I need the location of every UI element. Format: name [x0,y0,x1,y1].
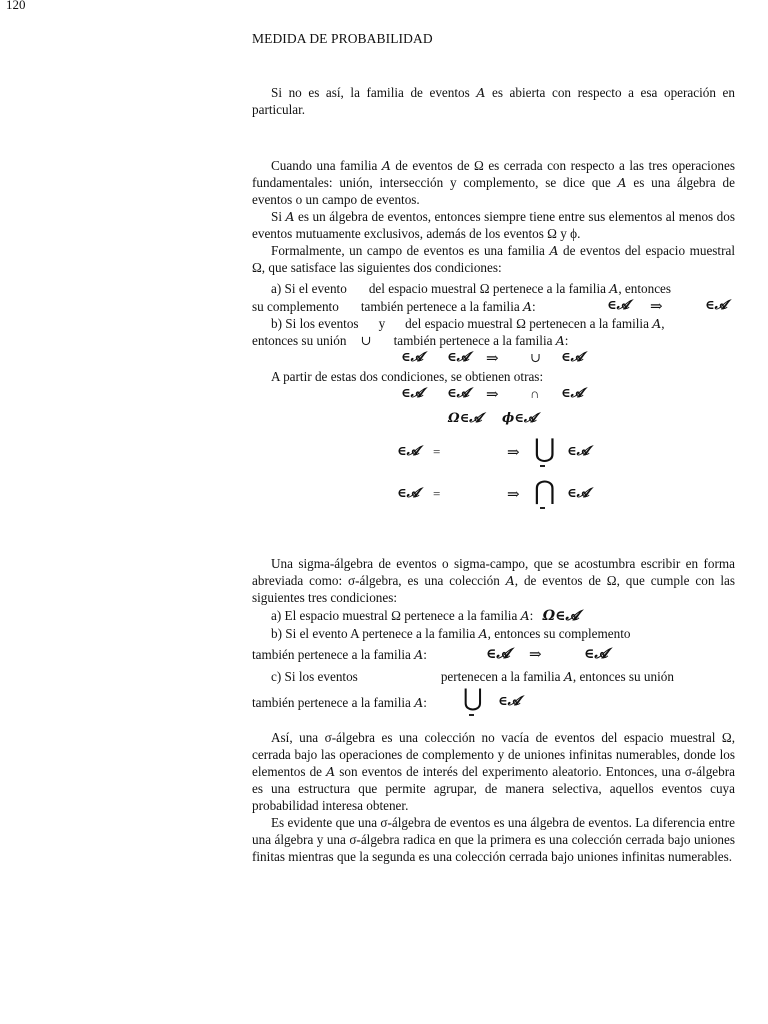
sigma-condition-c-line-2 [252,694,735,711]
text: de eventos de Ω es cerrada con respecto a las tres operaciones fundamentales: unión, intersección y complemento, se dice que [252,158,735,190]
paragraph-2 [252,157,735,208]
implies-symbol: ⇒ [507,445,520,461]
text: a) El espacio muestral Ω pertenece a la familia [271,608,521,623]
text: a) Si el evento [271,281,347,296]
family-symbol: A [555,333,565,348]
big-intersection-symbol: ⋂ [534,476,556,505]
text: Si [271,209,286,224]
paragraph-8: Es evidente que una σ-álgebra de eventos es una álgebra de eventos. La diferencia entre una álgebra y una σ-álgebra radica en que la primera es una colección cerrada bajo uniones finitas mientras que la segunda es una colección cerrada bajo uniones infinitas numerables. [252,815,735,864]
subscript-mark [469,714,474,716]
element-of-family-symbol: ∈𝓐 [401,350,424,365]
text: Así, una σ-álgebra es una colección no vacía de eventos del espacio muestral Ω, cerrada bajo las operaciones de complemento y de uniones infinitas numerables, donde los elementos de [252,730,735,779]
union-symbol: ∪ [360,333,372,348]
element-of-family-symbol: ∈𝓐 [486,646,510,662]
intersection-symbol: ∩ [530,386,540,401]
element-of-family-symbol: ∈𝓐 [584,646,608,662]
text: , entonces su complemento [487,626,631,641]
text: Si no es así, la familia de eventos [271,85,477,100]
union-symbol: ∪ [530,350,541,365]
text: c) Si los eventos [271,669,358,684]
element-of-family-symbol: ∈𝓐 [397,444,420,459]
text: del espacio muestral Ω pertenece a la familia [368,281,610,296]
page-number: 120 [6,0,26,12]
family-symbol: A [476,85,486,100]
text: y [378,316,386,331]
element-of-family-symbol: ∈𝓐 [607,298,630,313]
family-symbol: A [326,764,336,779]
family-symbol: A [414,647,424,662]
text: , entonces [618,281,672,296]
text: Formalmente, un campo de eventos es una familia [271,243,550,258]
text: su complemento [252,299,339,314]
big-union-symbol: ⋃ [534,434,556,463]
text: : [423,647,427,662]
text: : [423,695,427,710]
running-head: MEDIDA DE PROBABILIDAD [252,31,433,46]
text: de eventos del espacio muestral Ω, que satisface las siguientes dos condiciones: [252,243,735,275]
element-of-family-symbol: ∈𝓐 [705,298,728,313]
paragraph-group-sigma [252,729,735,865]
text: b) Si el evento A pertenece a la familia [271,626,479,641]
implies-symbol: ⇒ [650,299,663,315]
element-of-family-symbol: ∈𝓐 [447,386,470,401]
sigma-condition-c-line-1 [252,668,735,685]
family-symbol: A [478,626,488,641]
element-of-family-symbol: ∈𝓐 [397,486,420,501]
subscript-mark [540,465,545,467]
text: es una álgebra de eventos o un campo de eventos. [252,175,735,207]
family-symbol: A [505,573,515,588]
text: es abierta con respecto a esa operación en particular. [252,85,735,117]
paragraph-4 [252,242,735,276]
omega-in-family: Ω∈𝓐 [448,411,482,426]
text: también pertenece a la familia [252,695,415,710]
implies-symbol: ⇒ [529,647,542,663]
text: : [564,333,569,348]
phi-in-family: ϕ∈𝓐 [502,411,537,426]
element-of-family-symbol: ∈𝓐 [561,386,584,401]
omega-in-family: Ω∈𝓐 [542,608,579,624]
text: entonces su unión [252,333,347,348]
implies-symbol: ⇒ [486,351,499,367]
text: Una sigma-álgebra de eventos o sigma-campo, que se acostumbra escribir en forma abreviada como: σ-álgebra, es una colección [252,556,735,588]
family-symbol: A [563,669,573,684]
sigma-condition-b-line-1 [252,625,754,642]
condition-b-line-1 [252,315,735,332]
family-symbol: A [523,299,533,314]
family-symbol: A [609,281,619,296]
text: también pertenece a la familia [393,333,556,348]
paragraph-group-algebra [252,157,735,276]
condition-b-line-2 [252,332,735,349]
big-union-symbol: ⋃ [463,686,483,712]
implies-symbol: ⇒ [507,487,520,503]
family-symbol: A [414,695,424,710]
family-symbol: A [652,316,662,331]
text: es un álgebra de eventos, entonces siempre tiene entre sus elementos al menos dos eventos mutuamente exclusivos, además de los eventos Ω y ϕ. [252,209,735,241]
text: b) Si los eventos [271,316,359,331]
text: pertenecen a la familia [440,669,564,684]
element-of-family-symbol: ∈𝓐 [567,486,590,501]
text: , [661,316,665,331]
text: también pertenece a la familia [360,299,524,314]
family-symbol: A [520,608,530,623]
family-symbol: A [285,209,295,224]
element-of-family-symbol: ∈𝓐 [498,694,521,709]
text: , de eventos de Ω, que cumple con las siguientes tres condiciones: [252,573,735,605]
subscript-mark [540,507,545,509]
paragraph-5: A partir de estas dos condiciones, se obtienen otras: [271,369,544,384]
paragraph-3 [252,208,735,242]
text: : [532,299,536,314]
family-symbol: A [617,175,627,190]
implies-symbol: ⇒ [486,387,499,403]
element-of-family-symbol: ∈𝓐 [567,444,590,459]
paragraph-7 [252,729,735,814]
family-symbol: A [381,158,391,173]
text: también pertenece a la familia [252,647,415,662]
element-of-family-symbol: ∈𝓐 [401,386,424,401]
element-of-family-symbol: ∈𝓐 [447,350,470,365]
text: Cuando una familia [271,158,382,173]
equals-symbol: = [433,444,441,459]
paragraph-6 [252,555,735,606]
equals-symbol: = [433,486,441,501]
family-symbol: A [549,243,559,258]
sigma-condition-a [252,607,754,625]
paragraph-1 [252,84,735,118]
condition-a-line-1 [252,280,735,297]
text: son eventos de interés del experimento aleatorio. Entonces, una σ-álgebra es una estructura que permite agrupar, de manera selectiva, aquellos eventos cuya probabilidad interesa obtener. [252,764,735,813]
text: del espacio muestral Ω pertenecen a la familia [405,316,653,331]
element-of-family-symbol: ∈𝓐 [561,350,584,365]
text: : [529,608,534,623]
text: , entonces su unión [572,669,674,684]
